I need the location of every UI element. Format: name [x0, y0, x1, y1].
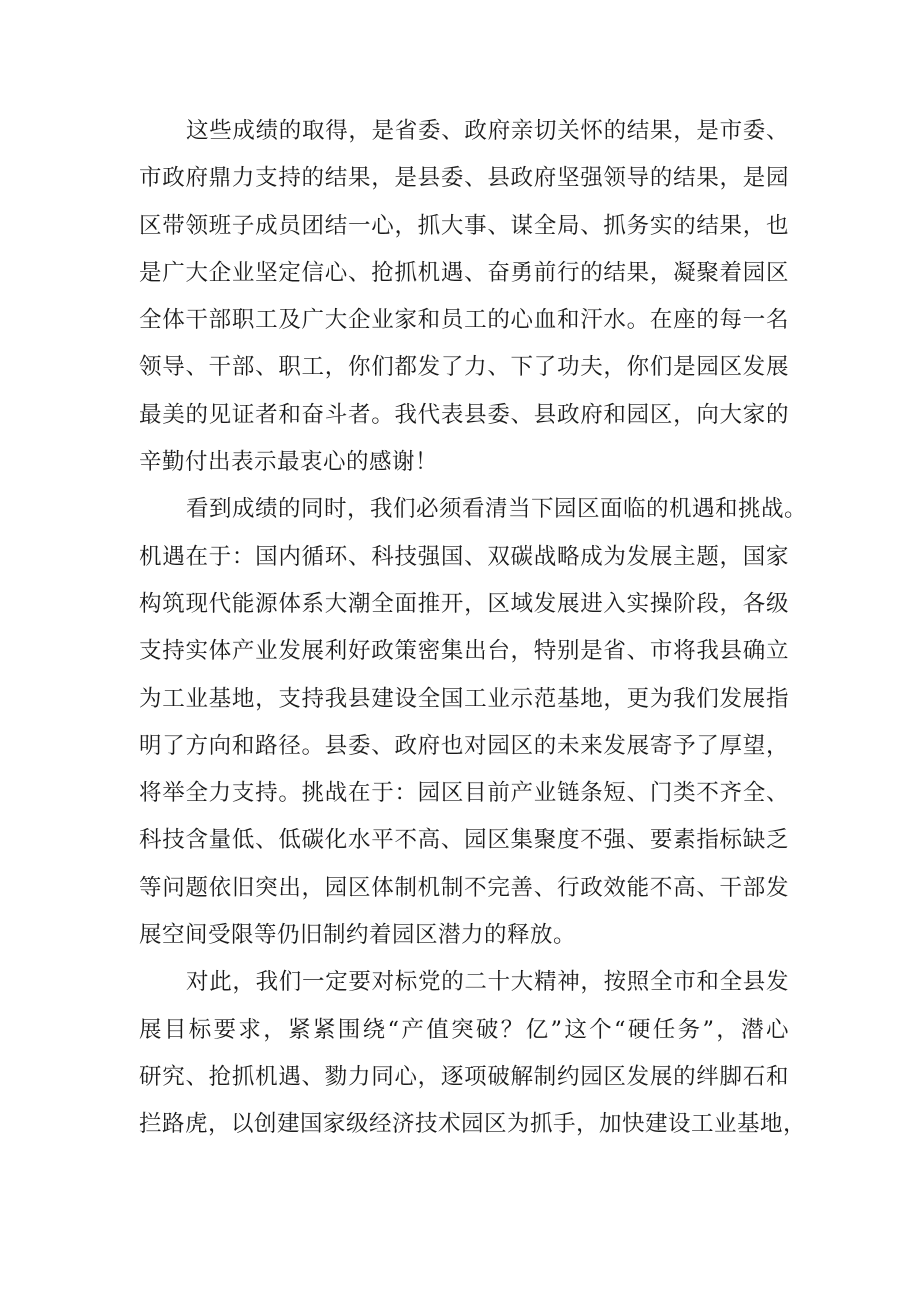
text-line: 将举全力支持。挑战在于：园区目前产业链条短、门类不齐全、: [139, 780, 789, 807]
text-line: 是广大企业坚定信心、抢抓机遇、奋勇前行的结果，凝聚着园区: [139, 259, 789, 286]
text-line: 全体干部职工及广大企业家和员工的心血和汗水。在座的每一名: [139, 307, 789, 334]
paragraph-achievements: [139, 108, 789, 486]
text-line: 等问题依旧突出，园区体制机制不完善、行政效能不高、干部发: [139, 874, 789, 901]
text-line: 为工业基地，支持我县建设全国工业示范基地，更为我们发展指: [139, 685, 789, 712]
text-line: 这些成绩的取得，是省委、政府亲切关怀的结果，是市委、: [186, 118, 789, 144]
text-line: 辛勤付出表示最衷心的感谢！: [139, 449, 439, 476]
text-line: 看到成绩的同时，我们必须看清当下园区面临的机遇和挑战。: [186, 496, 808, 523]
text-line: 最美的见证者和奋斗者。我代表县委、县政府和园区，向大家的: [139, 401, 789, 428]
text-line: 支持实体产业发展利好政策密集出台，特别是省、市将我县确立: [139, 638, 789, 665]
text-line: 区带领班子成员团结一心，抓大事、谋全局、抓务实的结果，也: [139, 212, 789, 239]
text-line: 科技含量低、低碳化水平不高、园区集聚度不强、要素指标缺乏: [139, 827, 789, 854]
text-line: 机遇在于：国内循环、科技强国、双碳战略成为发展主题，国家: [139, 543, 789, 570]
text-line: 构筑现代能源体系大潮全面推开，区域发展进入实操阶段，各级: [139, 590, 789, 617]
paragraph-measures: [139, 959, 807, 1148]
text-line: 对此，我们一定要对标党的二十大精神，按照全市和全县发: [186, 969, 789, 996]
text-line: 拦路虎，以创建国家级经济技术园区为抓手，加快建设工业基地，: [139, 1111, 807, 1138]
text-line: 市政府鼎力支持的结果，是县委、县政府坚强领导的结果，是园: [139, 165, 789, 192]
text-line: 研究、抢抓机遇、勠力同心，逐项破解制约园区发展的绊脚石和: [139, 1063, 789, 1090]
text-line: 明了方向和路径。县委、政府也对园区的未来发展寄予了厚望，: [139, 732, 789, 759]
text-line: 展目标要求，紧紧围绕“产值突破？亿”这个“硬任务”，潜心: [139, 1016, 789, 1043]
paragraph-opportunities-challenges: [139, 486, 808, 959]
text-line: 展空间受限等仍旧制约着园区潜力的释放。: [139, 922, 577, 949]
text-line: 领导、干部、职工，你们都发了力、下了功夫，你们是园区发展: [139, 354, 789, 381]
document-body: [139, 108, 808, 1149]
